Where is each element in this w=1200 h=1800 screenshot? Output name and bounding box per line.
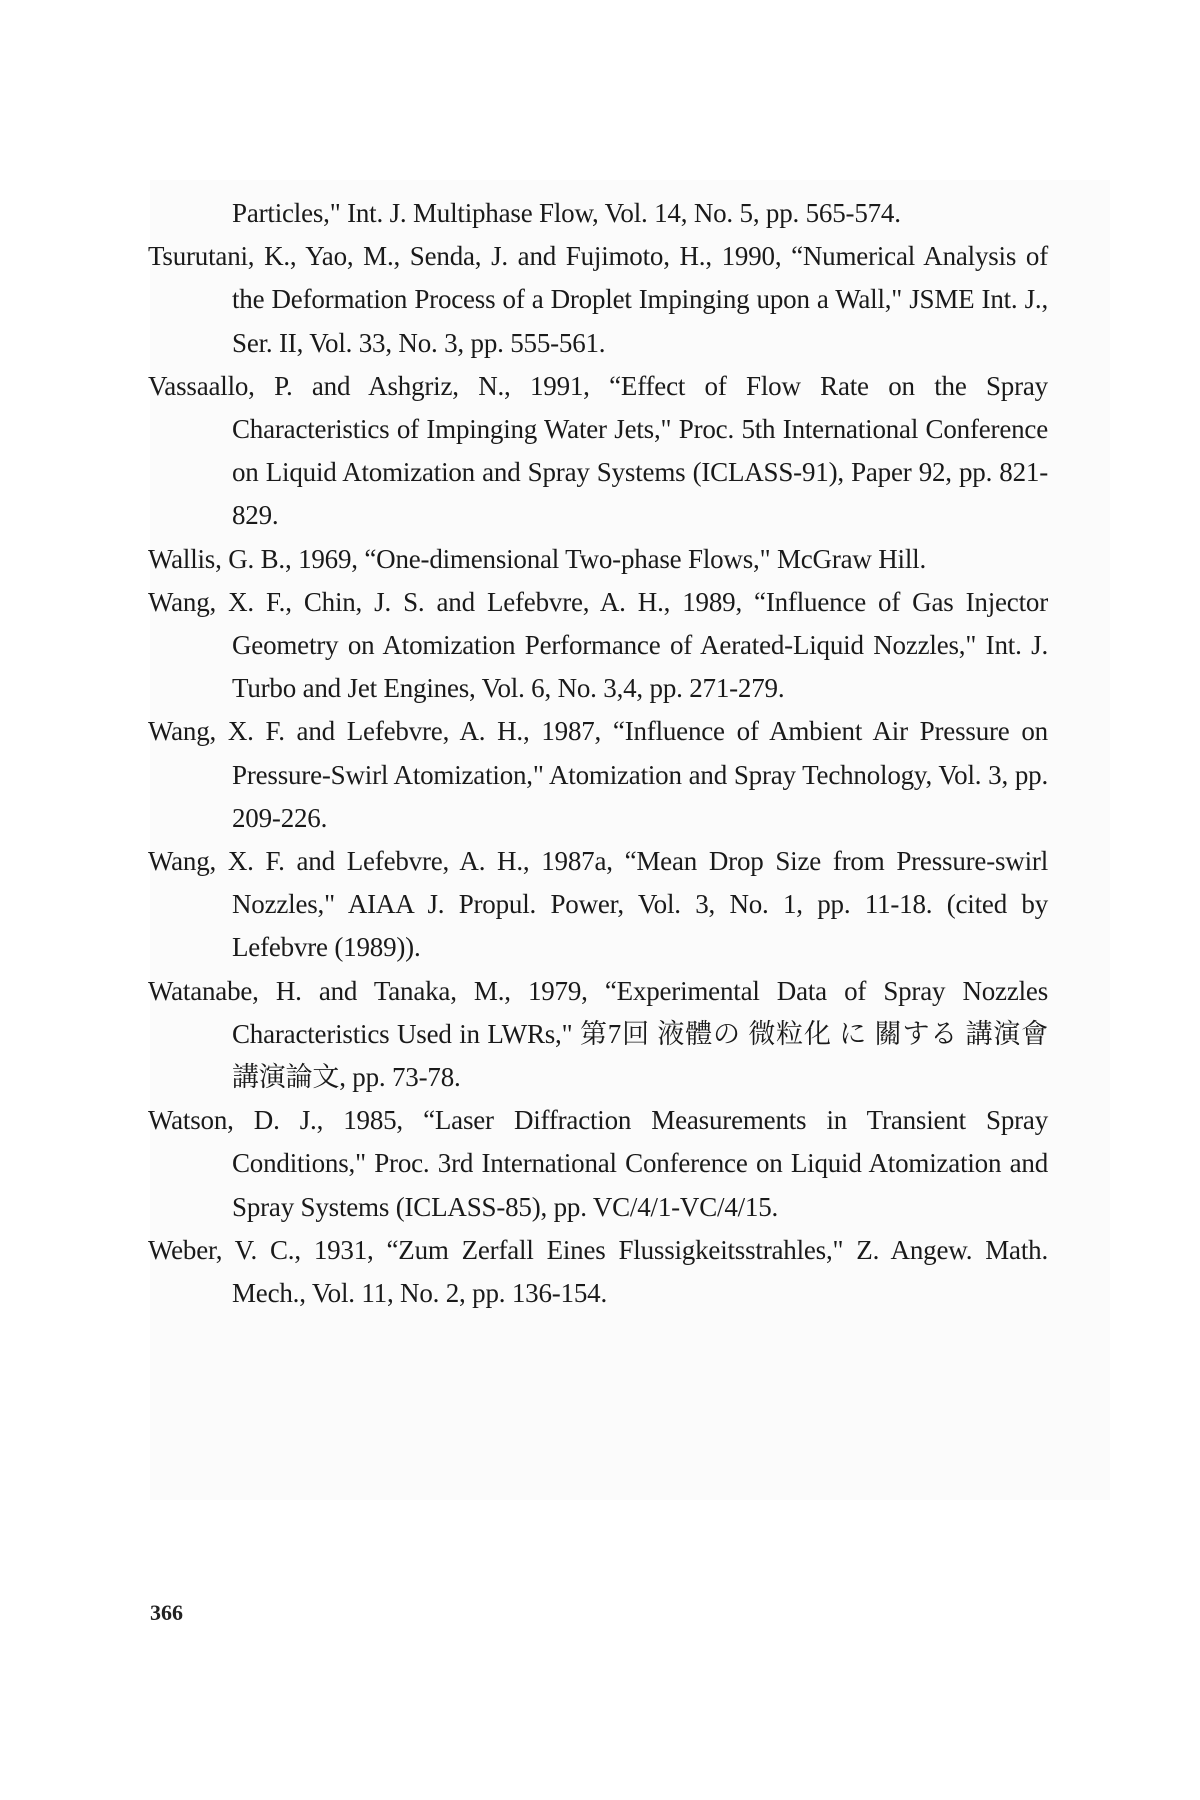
- reference-entry: Vassaallo, P. and Ashgriz, N., 1991, “Effect of Flow Rate on the Spray Characteristics of Impinging Water Jets," Proc. 5th International Conference on Liquid Atomization and Spray Systems (ICLASS-91), Paper 92, pp. 821-829.: [148, 370, 1048, 531]
- reference-entry: Weber, V. C., 1931, “Zum Zerfall Eines Flussigkeitsstrahles," Z. Angew. Math. Mech., Vol. 11, No. 2, pp. 136-154.: [148, 1234, 1048, 1309]
- reference-entry-continued: Particles," Int. J. Multiphase Flow, Vol. 14, No. 5, pp. 565-574.: [232, 198, 901, 228]
- reference-entry: Wang, X. F., Chin, J. S. and Lefebvre, A. H., 1989, “Influence of Gas Injector Geometry on Atomization Performance of Aerated-Liquid Nozzles," Int. J. Turbo and Jet Engines, Vol. 6, No. 3,4, pp. 271-279.: [148, 586, 1048, 704]
- page-number: 366: [150, 1600, 183, 1625]
- reference-entry: Watanabe, H. and Tanaka, M., 1979, “Experimental Data of Spray Nozzles Characteristics Used in LWRs," 第7回 液體の 微粒化 に 關する 講演會 講演論文, pp. 73-78.: [148, 975, 1048, 1093]
- reference-list: [148, 192, 1048, 1315]
- reference-entry: Tsurutani, K., Yao, M., Senda, J. and Fujimoto, H., 1990, “Numerical Analysis of the Deformation Process of a Droplet Impinging upon a Wall," JSME Int. J., Ser. II, Vol. 33, No. 3, pp. 555-561.: [148, 241, 1048, 358]
- reference-entry: Wang, X. F. and Lefebvre, A. H., 1987, “Influence of Ambient Air Pressure on Pressure-Swirl Atomization," Atomization and Spray Technology, Vol. 3, pp. 209-226.: [148, 716, 1048, 833]
- reference-entry: Wallis, G. B., 1969, “One-dimensional Two-phase Flows," McGraw Hill.: [148, 543, 927, 574]
- reference-entry: Watson, D. J., 1985, “Laser Diffraction Measurements in Transient Spray Conditions," Proc. 3rd International Conference on Liquid Atomization and Spray Systems (ICLASS-85), pp. VC/4/1-VC/4/15.: [148, 1105, 1048, 1222]
- reference-entry: Wang, X. F. and Lefebvre, A. H., 1987a, “Mean Drop Size from Pressure-swirl Nozzles," AIAA J. Propul. Power, Vol. 3, No. 1, pp. 11-18. (cited by Lefebvre (1989)).: [148, 846, 1048, 963]
